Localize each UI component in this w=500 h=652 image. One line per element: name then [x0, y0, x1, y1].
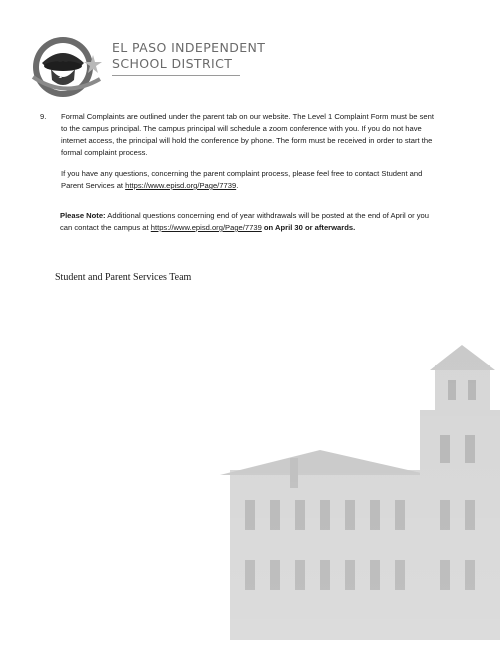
building-watermark-image [200, 340, 500, 652]
signoff: Student and Parent Services Team [55, 272, 192, 283]
list-item-text: Formal Complaints are outlined under the parent tab on our website. The Level 1 Complaint Form must be sent to the campus principal. The campus principal will schedule a zoom conference with you. If you do not have internet access, the principal will hold the conference by phone. The form must be received in order to start the formal complaint process. [61, 112, 434, 157]
questions-text: If you have any questions, concerning the parent complaint process, please feel free to contact Student and Parent Services at [61, 169, 423, 190]
district-name-line1: EL PASO INDEPENDENT [112, 40, 266, 55]
note-emphasis: on April 30 or afterwards [261, 223, 354, 232]
campus-page-link[interactable]: https://www.episd.org/Page/7739 [150, 223, 262, 232]
list-item-number: 9. [40, 112, 47, 121]
note-label: Please Note: [60, 211, 106, 220]
letter-body [40, 111, 435, 234]
district-logo [30, 33, 105, 101]
note-text: Additional questions concerning end of year withdrawals will be posted at the end of April or you can contact the campus at [60, 211, 429, 232]
note-end: . [353, 223, 356, 232]
district-name [112, 40, 265, 72]
questions-paragraph [61, 168, 435, 192]
list-item-9 [40, 111, 435, 159]
header-divider [112, 75, 240, 76]
complaint-page-link[interactable]: https://www.episd.org/Page/7739 [125, 181, 237, 190]
questions-end: . [236, 181, 239, 190]
svg-text:1: 1 [58, 72, 63, 80]
district-name-line2: SCHOOL DISTRICT [112, 56, 233, 71]
note-paragraph [60, 210, 435, 234]
